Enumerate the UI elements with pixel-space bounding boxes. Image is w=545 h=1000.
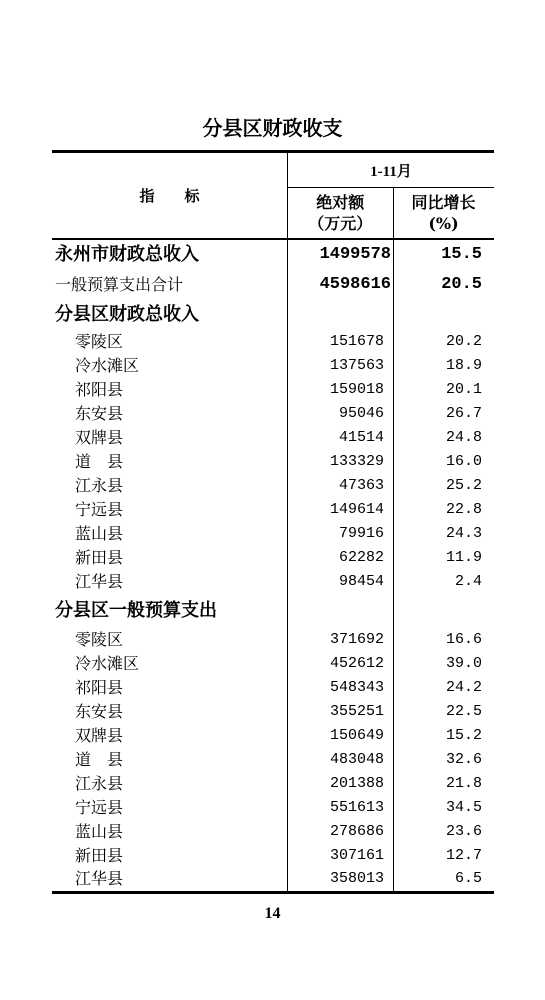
table-header — [52, 153, 494, 240]
section-title: 分县区财政总收入 — [55, 304, 199, 325]
empty-cell — [393, 594, 494, 628]
county-name: 东安县 — [75, 702, 124, 721]
growth-rate: 12.7 — [393, 844, 494, 868]
table-row — [52, 700, 494, 724]
table-row — [52, 426, 494, 450]
header-indicator: 指 标 — [139, 187, 200, 205]
growth-rate: 20.1 — [393, 378, 494, 402]
growth-rate: 11.9 — [393, 546, 494, 570]
county-name: 新田县 — [75, 548, 124, 567]
absolute-value: 41514 — [287, 426, 393, 450]
section-heading-expenditure — [52, 594, 494, 628]
absolute-value: 548343 — [287, 676, 393, 700]
table-row — [52, 820, 494, 844]
county-name: 宁远县 — [75, 500, 124, 519]
table-row — [52, 772, 494, 796]
growth-rate: 16.0 — [393, 450, 494, 474]
table-row — [52, 676, 494, 700]
header-absolute-label: 绝对额 — [316, 193, 365, 212]
growth-rate: 24.2 — [393, 676, 494, 700]
growth-rate: 25.2 — [393, 474, 494, 498]
row-label: 永州市财政总收入 — [55, 244, 199, 265]
county-name: 双牌县 — [75, 428, 124, 447]
growth-rate: 6.5 — [393, 868, 494, 891]
absolute-value: 483048 — [287, 748, 393, 772]
absolute-value: 133329 — [287, 450, 393, 474]
growth-rate: 32.6 — [393, 748, 494, 772]
county-name: 江华县 — [75, 869, 124, 888]
absolute-value: 62282 — [287, 546, 393, 570]
growth-rate: 15.2 — [393, 724, 494, 748]
empty-cell — [287, 300, 393, 330]
growth-rate: 15.5 — [393, 240, 494, 270]
county-name: 江华县 — [75, 572, 124, 591]
absolute-value: 79916 — [287, 522, 393, 546]
table-row — [52, 546, 494, 570]
table-row — [52, 628, 494, 652]
absolute-value: 371692 — [287, 628, 393, 652]
absolute-value: 149614 — [287, 498, 393, 522]
absolute-value: 1499578 — [287, 240, 393, 270]
table-row — [52, 796, 494, 820]
county-name: 蓝山县 — [75, 822, 124, 841]
absolute-value: 201388 — [287, 772, 393, 796]
page-number: 14 — [264, 905, 281, 922]
growth-rate: 24.8 — [393, 426, 494, 450]
county-name: 道 县 — [75, 750, 124, 769]
absolute-value: 355251 — [287, 700, 393, 724]
growth-rate: 18.9 — [393, 354, 494, 378]
county-name: 祁阳县 — [75, 380, 124, 399]
table-row — [52, 450, 494, 474]
county-name: 东安县 — [75, 404, 124, 423]
fiscal-table — [52, 150, 494, 894]
page-title: 分县区财政收支 — [202, 116, 343, 140]
absolute-value: 95046 — [287, 402, 393, 426]
county-name: 冷水滩区 — [75, 654, 140, 673]
absolute-value: 137563 — [287, 354, 393, 378]
county-name: 道 县 — [75, 452, 124, 471]
growth-rate: 16.6 — [393, 628, 494, 652]
growth-rate: 23.6 — [393, 820, 494, 844]
header-absolute-value — [288, 188, 393, 238]
absolute-value: 452612 — [287, 652, 393, 676]
summary-row-total-expenditure — [52, 270, 494, 300]
table-row — [52, 498, 494, 522]
empty-cell — [287, 594, 393, 628]
section-title: 分县区一般预算支出 — [55, 600, 217, 621]
header-absolute-unit: （万元） — [308, 214, 373, 233]
absolute-value: 278686 — [287, 820, 393, 844]
table-row — [52, 330, 494, 354]
header-subcolumns — [288, 188, 494, 238]
growth-rate: 20.5 — [393, 270, 494, 300]
absolute-value: 358013 — [287, 868, 393, 891]
table-row — [52, 844, 494, 868]
growth-rate: 21.8 — [393, 772, 494, 796]
table-row — [52, 522, 494, 546]
empty-cell — [393, 300, 494, 330]
table-row — [52, 724, 494, 748]
absolute-value: 551613 — [287, 796, 393, 820]
header-period: 1-11月 — [288, 153, 494, 188]
growth-rate: 22.8 — [393, 498, 494, 522]
county-name: 宁远县 — [75, 798, 124, 817]
row-label: 一般预算支出合计 — [55, 275, 184, 294]
absolute-value: 151678 — [287, 330, 393, 354]
growth-rate: 2.4 — [393, 570, 494, 594]
county-name: 双牌县 — [75, 726, 124, 745]
county-name: 蓝山县 — [75, 524, 124, 543]
header-growth-rate — [393, 188, 494, 238]
absolute-value: 98454 — [287, 570, 393, 594]
table-row — [52, 402, 494, 426]
absolute-value: 150649 — [287, 724, 393, 748]
table-row — [52, 652, 494, 676]
county-name: 冷水滩区 — [75, 356, 140, 375]
header-growth-label: 同比增长 — [411, 193, 476, 212]
county-name: 新田县 — [75, 846, 124, 865]
county-name: 江永县 — [75, 476, 124, 495]
table-row — [52, 868, 494, 891]
absolute-value: 307161 — [287, 844, 393, 868]
growth-rate: 26.7 — [393, 402, 494, 426]
absolute-value: 47363 — [287, 474, 393, 498]
summary-row-total-revenue — [52, 240, 494, 270]
growth-rate: 24.3 — [393, 522, 494, 546]
county-name: 祁阳县 — [75, 678, 124, 697]
absolute-value: 4598616 — [287, 270, 393, 300]
section-heading-revenue — [52, 300, 494, 330]
table-row — [52, 378, 494, 402]
growth-rate: 22.5 — [393, 700, 494, 724]
header-growth-unit: (%) — [428, 214, 459, 233]
county-name: 零陵区 — [75, 332, 124, 351]
table-row — [52, 570, 494, 594]
growth-rate: 34.5 — [393, 796, 494, 820]
header-period-group — [287, 153, 494, 238]
table-row — [52, 474, 494, 498]
growth-rate: 20.2 — [393, 330, 494, 354]
county-name: 江永县 — [75, 774, 124, 793]
county-name: 零陵区 — [75, 630, 124, 649]
absolute-value: 159018 — [287, 378, 393, 402]
table-row — [52, 748, 494, 772]
growth-rate: 39.0 — [393, 652, 494, 676]
table-row — [52, 354, 494, 378]
